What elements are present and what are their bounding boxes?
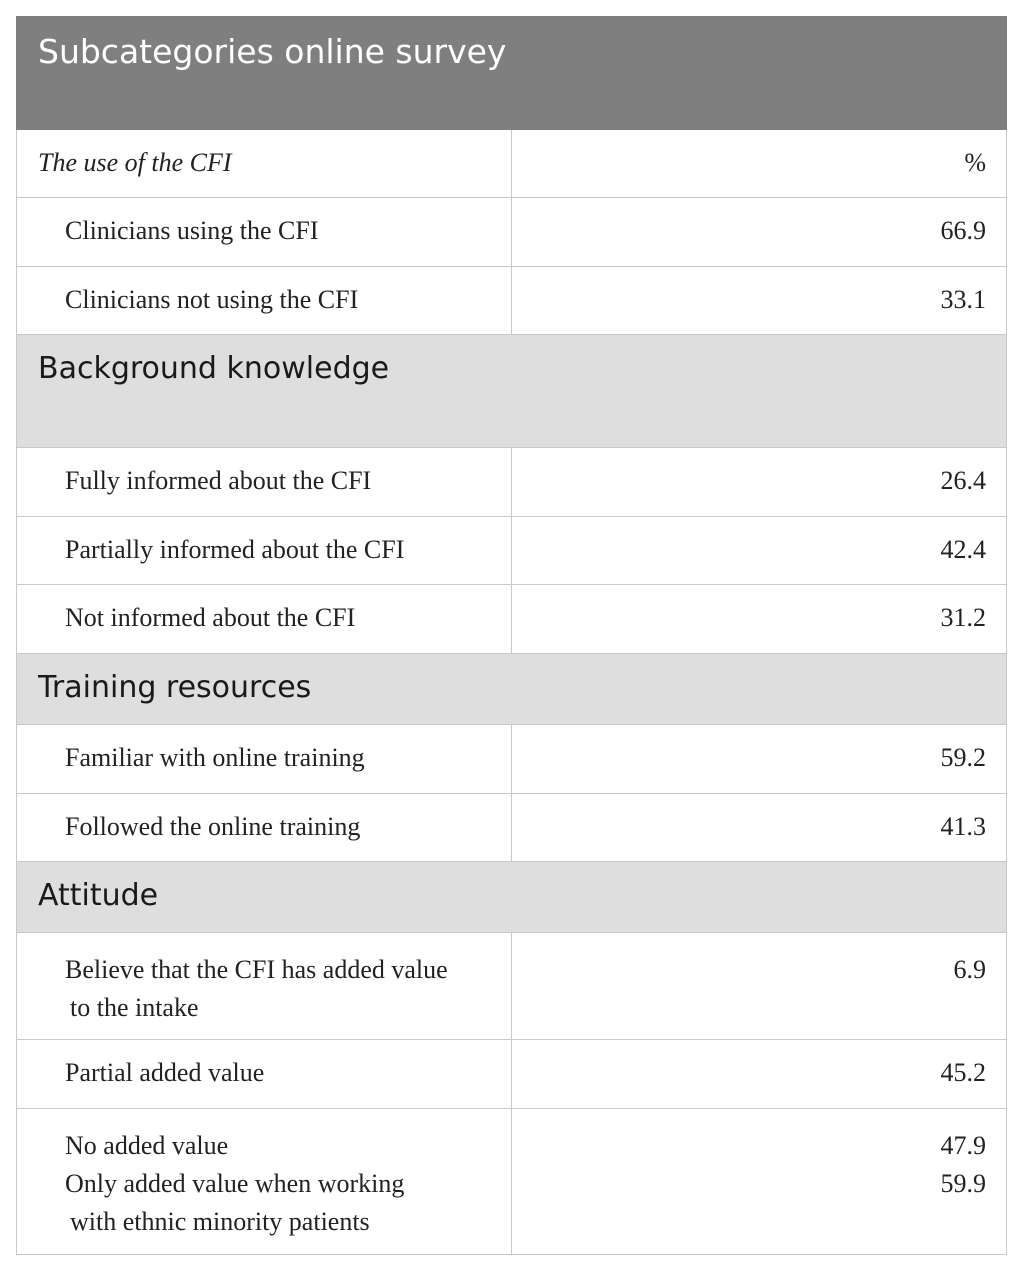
row-value: 6.9 [512, 933, 1007, 1040]
table-row [17, 585, 1007, 654]
table-title-row [17, 17, 1007, 130]
table-row [17, 1040, 1007, 1109]
table-row [17, 517, 1007, 585]
row-label: Partial added value [17, 1040, 512, 1109]
category-attitude: Attitude [17, 862, 1007, 933]
row-label: Partially informed about the CFI [17, 517, 512, 585]
row-value [512, 1109, 1007, 1255]
table-row [17, 933, 1007, 1040]
row-label-line: Only added value when working [65, 1169, 405, 1198]
row-label: Familiar with online training [17, 725, 512, 794]
category-row [17, 335, 1007, 448]
row-label: Clinicians using the CFI [17, 198, 512, 267]
table-row [17, 267, 1007, 335]
row-label [17, 1109, 512, 1255]
category-row [17, 862, 1007, 933]
row-value: 31.2 [512, 585, 1007, 654]
survey-table [16, 16, 1007, 1255]
category-background-knowledge: Background knowledge [17, 335, 1007, 448]
table-row [17, 448, 1007, 517]
table-row [17, 1109, 1007, 1255]
row-label: Followed the online training [17, 794, 512, 862]
row-value-line: 59.9 [940, 1169, 986, 1198]
row-label: Not informed about the CFI [17, 585, 512, 654]
table-title: Subcategories online survey [17, 17, 1007, 130]
table-row [17, 198, 1007, 267]
table-header-row [17, 130, 1007, 198]
row-label-line: to the intake [70, 993, 199, 1022]
category-row [17, 654, 1007, 725]
row-value: 26.4 [512, 448, 1007, 517]
row-label: Clinicians not using the CFI [17, 267, 512, 335]
row-label-line: Believe that the CFI has added value [65, 955, 448, 984]
row-label: Fully informed about the CFI [17, 448, 512, 517]
category-training-resources: Training resources [17, 654, 1007, 725]
row-label [17, 933, 512, 1040]
row-value: 59.2 [512, 725, 1007, 794]
row-value-line: 47.9 [940, 1131, 986, 1160]
row-value: 42.4 [512, 517, 1007, 585]
row-value: 66.9 [512, 198, 1007, 267]
header-label: The use of the CFI [17, 130, 512, 198]
header-percent: % [512, 130, 1007, 198]
row-label-line: No added value [65, 1131, 229, 1160]
row-value: 45.2 [512, 1040, 1007, 1109]
row-label-line: with ethnic minority patients [70, 1207, 370, 1236]
table-row [17, 725, 1007, 794]
row-value: 41.3 [512, 794, 1007, 862]
row-value: 33.1 [512, 267, 1007, 335]
table-row [17, 794, 1007, 862]
